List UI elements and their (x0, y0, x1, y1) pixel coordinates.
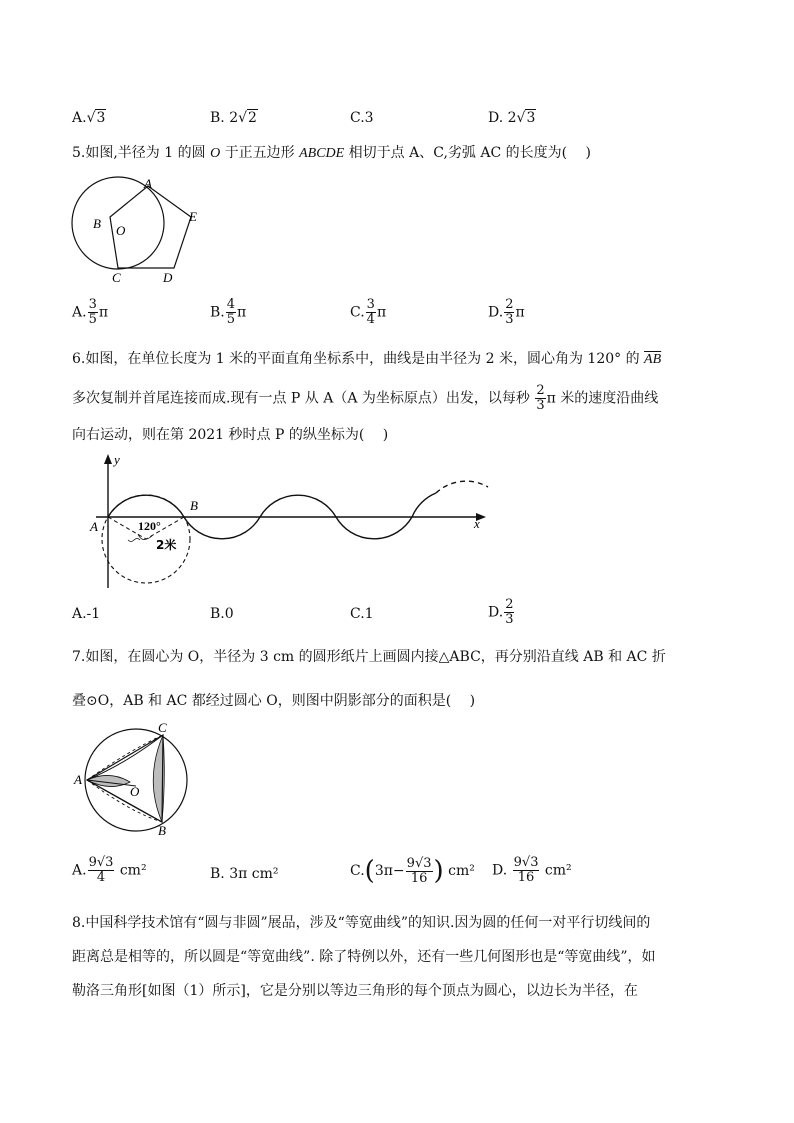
q6-label-x: x (474, 516, 480, 531)
q7-stem-line2: 叠⊙O，AB 和 AC 都经过圆心 O，则图中阴影部分的面积是( ) (72, 693, 476, 709)
q7-label-o: O (130, 784, 140, 799)
q7-figure (70, 722, 194, 838)
q6-option-b: B.0 (210, 606, 234, 622)
q5-option-c: C. $\frac{3}{4}$ π (350, 297, 387, 327)
q7-option-b: B. 3π cm² (210, 866, 279, 882)
q7-stem-line1: 7.如图，在圆心为 O，半径为 3 cm 的圆形纸片上画圆内接△ABC，再分别沿直线 AB 和 AC 折 (72, 649, 666, 665)
q6-option-d: D. $\frac{2}{3}$ (488, 597, 514, 627)
q6-figure (86, 452, 496, 592)
q5-label-o: O (116, 223, 126, 238)
q6-label-radius: 2米 (156, 538, 177, 552)
q6-label-y: y (114, 452, 120, 467)
q6-option-c: C.1 (350, 606, 374, 622)
q6-curve-dashed (436, 481, 488, 493)
q5-label-a: A (144, 176, 152, 191)
q7-option-a: A. $\frac{9√3}{4}$ cm² (72, 855, 147, 885)
q5-option-b: B. $\frac{4}{5}$ π (210, 297, 247, 327)
q6-label-a: A (90, 519, 98, 534)
q8-line1: 8.中国科学技术馆有“圆与非圆”展品，涉及“等宽曲线”的知识.因为圆的任何一对平行切线间的 (72, 915, 651, 931)
q5-option-a: A. $\frac{3}{5}$ π (72, 297, 109, 327)
q7-label-c: C (158, 722, 167, 735)
sqrt-symbol: √2 (238, 110, 257, 126)
q7-option-d: D. $\frac{9√3}{16}$ cm² (492, 855, 572, 885)
q7-label-a: A (74, 772, 82, 787)
q5-label-d: D (163, 270, 173, 285)
q6-stem-line1: 6.如图，在单位长度为 1 米的平面直角坐标系中，曲线是由半径为 2 米，圆心角为 120° 的 $\overline{AB}$ (72, 351, 662, 367)
q8-line2: 距离总是相等的，所以圆是“等宽曲线”. 除了特例以外，还有一些几何图形也是“等宽曲线”，如 (72, 949, 656, 965)
sqrt-symbol: √3 (86, 110, 106, 126)
q5-figure (68, 172, 218, 287)
q6-stem-line2: 多次复制并首尾连接而成.现有一点 P 从 A（A 为坐标原点）出发，以每秒 $\frac{2}{3}$ π 米的速度沿曲线 (72, 383, 659, 413)
q6-option-a: A.-1 (72, 606, 101, 622)
q7-option-c: C.(3π− $\frac{9√3}{16}$ ) cm² (350, 855, 475, 886)
q5-label-c: C (112, 270, 121, 285)
q4-option-d: D. 2√3 (488, 110, 536, 126)
q7-label-b: B (158, 823, 166, 838)
q4-option-a: A.√3 (72, 110, 106, 126)
q5-label-b: B (93, 216, 101, 231)
q8-line3: 勒洛三角形[如图（1）所示]，它是分别以等边三角形的每个顶点为圆心，以边长为半径，在 (72, 983, 638, 999)
sqrt-symbol: √3 (516, 110, 536, 126)
q6-label-b: B (190, 498, 198, 513)
q5-label-e: E (189, 209, 197, 224)
q4-option-c: C.3 (350, 110, 374, 126)
q4-option-b: B. 2√2 (210, 110, 257, 126)
y-axis-arrow (104, 454, 112, 464)
q6-stem-line3: 向右运动，则在第 2021 秒时点 P 的纵坐标为( ) (72, 427, 389, 443)
q5-stem: 5.如图,半径为 1 的圆 O 于正五边形 ABCDE 相切于点 A、C,劣弧 AC 的长度为( ) (72, 145, 591, 161)
q5-option-d: D. $\frac{2}{3}$ π (488, 297, 525, 327)
q6-label-angle: 120° (138, 519, 161, 533)
